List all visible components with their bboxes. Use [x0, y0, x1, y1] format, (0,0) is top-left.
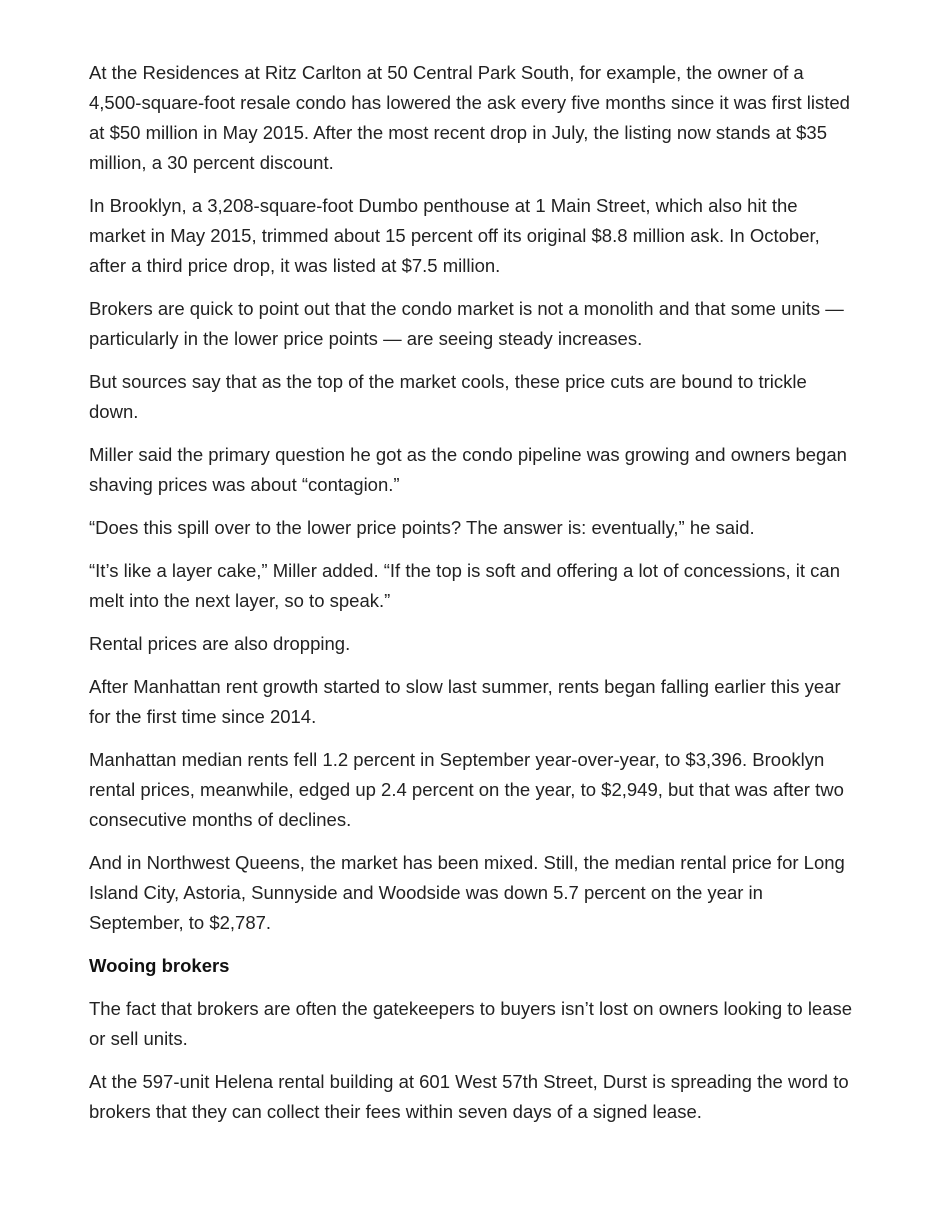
- article-body: [89, 58, 859, 1140]
- paragraph-northwest-queens: And in Northwest Queens, the market has been mixed. Still, the median rental price for Long Island City, Astoria, Sunnyside and Woodside was down 5.7 percent on the year in September, to $2,787.: [89, 852, 845, 933]
- paragraph-helena-building: At the 597-unit Helena rental building at 601 West 57th Street, Durst is spreading the word to brokers that they can collect their fees within seven days of a signed lease.: [89, 1071, 849, 1122]
- paragraph-spill-over-quote: “Does this spill over to the lower price points? The answer is: eventually,” he said.: [89, 517, 755, 538]
- paragraph-dumbo-penthouse: In Brooklyn, a 3,208-square-foot Dumbo penthouse at 1 Main Street, which also hit the market in May 2015, trimmed about 15 percent off its original $8.8 million ask. In October, after a third price drop, it was listed at $7.5 million.: [89, 195, 820, 276]
- paragraph-gatekeepers: The fact that brokers are often the gatekeepers to buyers isn’t lost on owners looking to lease or sell units.: [89, 998, 853, 1049]
- paragraph-median-rents: Manhattan median rents fell 1.2 percent in September year-over-year, to $3,396. Brooklyn rental prices, meanwhile, edged up 2.4 percent on the year, to $2,949, but that was after two consecutive months of declines.: [89, 749, 844, 830]
- paragraph-trickle-down: But sources say that as the top of the market cools, these price cuts are bound to trickle down.: [89, 371, 807, 422]
- paragraph-brokers-monolith: Brokers are quick to point out that the condo market is not a monolith and that some units —particularly in the lower price points — are seeing steady increases.: [89, 298, 844, 349]
- paragraph-rental-prices: Rental prices are also dropping.: [89, 633, 351, 654]
- paragraph-layer-cake-quote: “It’s like a layer cake,” Miller added. “If the top is soft and offering a lot of concessions, it can melt into the next layer, so to speak.”: [89, 560, 840, 611]
- paragraph-manhattan-rent-growth: After Manhattan rent growth started to slow last summer, rents began falling earlier this year for the first time since 2014.: [89, 676, 841, 727]
- subheading-wooing-brokers: Wooing brokers: [89, 955, 230, 976]
- paragraph-contagion: Miller said the primary question he got as the condo pipeline was growing and owners began shaving prices was about “contagion.”: [89, 444, 847, 495]
- paragraph-ritz-carlton: At the Residences at Ritz Carlton at 50 Central Park South, for example, the owner of a 4,500-square-foot resale condo has lowered the ask every five months since it was first listed at $50 million in May 2015. After the most recent drop in July, the listing now stands at $35 million, a 30 percent discount.: [89, 62, 850, 173]
